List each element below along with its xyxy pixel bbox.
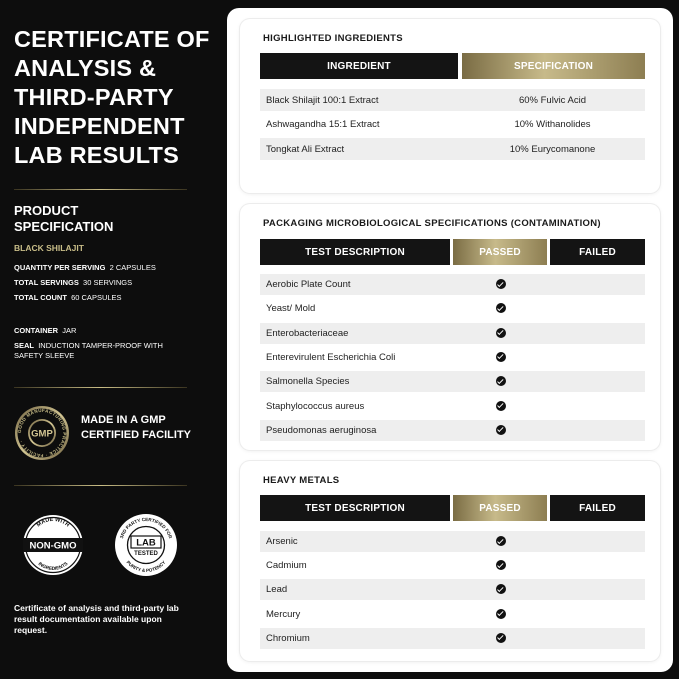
table-row	[260, 555, 645, 576]
table-row	[260, 604, 645, 625]
micro-test-column-header: TEST DESCRIPTION	[260, 239, 450, 265]
non-gmo-top-text: MADE WITH	[35, 516, 71, 529]
test-description: Aerobic Plate Count	[266, 279, 351, 290]
table-row	[260, 89, 645, 111]
table-row	[260, 371, 645, 392]
gmp-seal-ring-text: GOOD MANUFACTURING PRACTICE · FACILITY ·	[16, 407, 68, 459]
table-row	[260, 531, 645, 552]
spec-value: 30 SERVINGS	[83, 278, 133, 287]
product-name: BLACK SHILAJIT	[14, 243, 84, 253]
test-description: Staphylococcus aureus	[266, 400, 365, 412]
left-panel	[0, 0, 215, 679]
test-description: Enterobacteriaceae	[266, 327, 349, 339]
lab-ring-bottom-text: PURITY & POTENCY	[125, 559, 167, 574]
spec-value: 2 CAPSULES	[109, 263, 156, 272]
table-row	[260, 138, 645, 160]
table-row	[260, 114, 645, 136]
check-icon	[496, 376, 506, 386]
test-description: Pseudomonas aeruginosa	[266, 424, 377, 436]
spec-servings	[14, 278, 199, 288]
ingredient-name: Ashwagandha 15:1 Extract	[266, 119, 380, 130]
spec-key: CONTAINER	[14, 326, 59, 335]
table-row	[260, 298, 645, 319]
test-description: Cadmium	[266, 560, 307, 572]
micro-failed-column-header: FAILED	[550, 239, 645, 265]
ingredients-title: HIGHLIGHTED INGREDIENTS	[263, 33, 403, 44]
metals-failed-column-header: FAILED	[550, 495, 645, 521]
check-icon	[496, 352, 506, 362]
test-description: Chromium	[266, 632, 310, 644]
table-row	[260, 274, 645, 295]
table-row	[260, 323, 645, 344]
table-row	[260, 396, 645, 417]
coa-note: Certificate of analysis and third-party lab result documentation available upon request.	[14, 603, 179, 635]
test-description: Yeast/ Mold	[266, 303, 316, 315]
check-icon	[496, 609, 506, 619]
spec-title: PRODUCT SPECIFICATION	[14, 203, 114, 234]
spec-value: JAR	[62, 326, 77, 335]
check-icon	[496, 279, 506, 289]
spec-key: TOTAL SERVINGS	[14, 278, 79, 287]
spec-quantity	[14, 263, 199, 273]
ingredient-name: Black Shilajit 100:1 Extract	[266, 94, 379, 106]
test-description: Salmonella Species	[266, 376, 350, 388]
gmp-seal-center-text: GMP	[31, 428, 53, 440]
lab-line1-text: LAB	[136, 537, 156, 549]
metals-test-column-header: TEST DESCRIPTION	[260, 495, 450, 521]
test-description: Mercury	[266, 608, 301, 620]
lab-tested-badge-icon	[113, 512, 179, 578]
check-icon	[496, 425, 506, 435]
lab-line2-text: TESTED	[134, 551, 158, 557]
spec-value: INDUCTION TAMPER-PROOF WITH SAFETY SLEEVE	[14, 341, 163, 360]
table-row	[260, 628, 645, 649]
divider	[14, 387, 187, 388]
divider	[14, 485, 187, 486]
gmp-seal-icon	[14, 405, 70, 461]
spec-container	[14, 326, 199, 336]
ingredient-spec: 10% Eurycomanone	[509, 143, 596, 155]
ingredient-column-header: INGREDIENT	[260, 53, 458, 79]
table-row	[260, 579, 645, 600]
micro-title: PACKAGING MICROBIOLOGICAL SPECIFICATIONS (CONTAMINATION)	[263, 218, 601, 229]
check-icon	[496, 328, 506, 338]
spec-count	[14, 293, 199, 303]
test-description: Enterevirulent Escherichia Coli	[266, 351, 396, 363]
check-icon	[496, 536, 506, 546]
lab-ring-top-text: 3RD PARTY CERTIFIED FOR	[118, 516, 174, 540]
table-row	[260, 347, 645, 368]
non-gmo-badge-icon	[20, 512, 86, 578]
test-description: Arsenic	[266, 536, 298, 547]
metals-passed-column-header: PASSED	[453, 495, 547, 521]
check-icon	[496, 401, 506, 411]
non-gmo-center-text: NON-GMO	[29, 540, 77, 552]
check-icon	[496, 633, 506, 643]
spec-key: SEAL	[14, 341, 35, 350]
page-title: CERTIFICATE OF ANALYSIS & THIRD-PARTY INDEPENDENT LAB RESULTS	[14, 26, 210, 168]
gmp-facility-text: MADE IN A GMP CERTIFIED FACILITY	[81, 414, 191, 441]
metals-title: HEAVY METALS	[263, 475, 340, 486]
test-description: Lead	[266, 584, 288, 596]
spec-seal	[14, 341, 189, 361]
spec-key: QUANTITY PER SERVING	[14, 263, 106, 272]
table-row	[260, 420, 645, 441]
ingredient-spec: 60% Fulvic Acid	[518, 94, 587, 106]
spec-key: TOTAL COUNT	[14, 293, 67, 302]
check-icon	[496, 560, 506, 570]
ingredient-name: Tongkat Ali Extract	[266, 143, 345, 155]
non-gmo-bottom-text: INGREDIENTS	[36, 561, 70, 573]
specification-column-header: SPECIFICATION	[462, 53, 645, 79]
ingredient-spec: 10% Withanolides	[514, 119, 591, 130]
check-icon	[496, 584, 506, 594]
divider	[14, 189, 187, 190]
check-icon	[496, 303, 506, 313]
spec-value: 60 CAPSULES	[71, 293, 122, 302]
micro-passed-column-header: PASSED	[453, 239, 547, 265]
